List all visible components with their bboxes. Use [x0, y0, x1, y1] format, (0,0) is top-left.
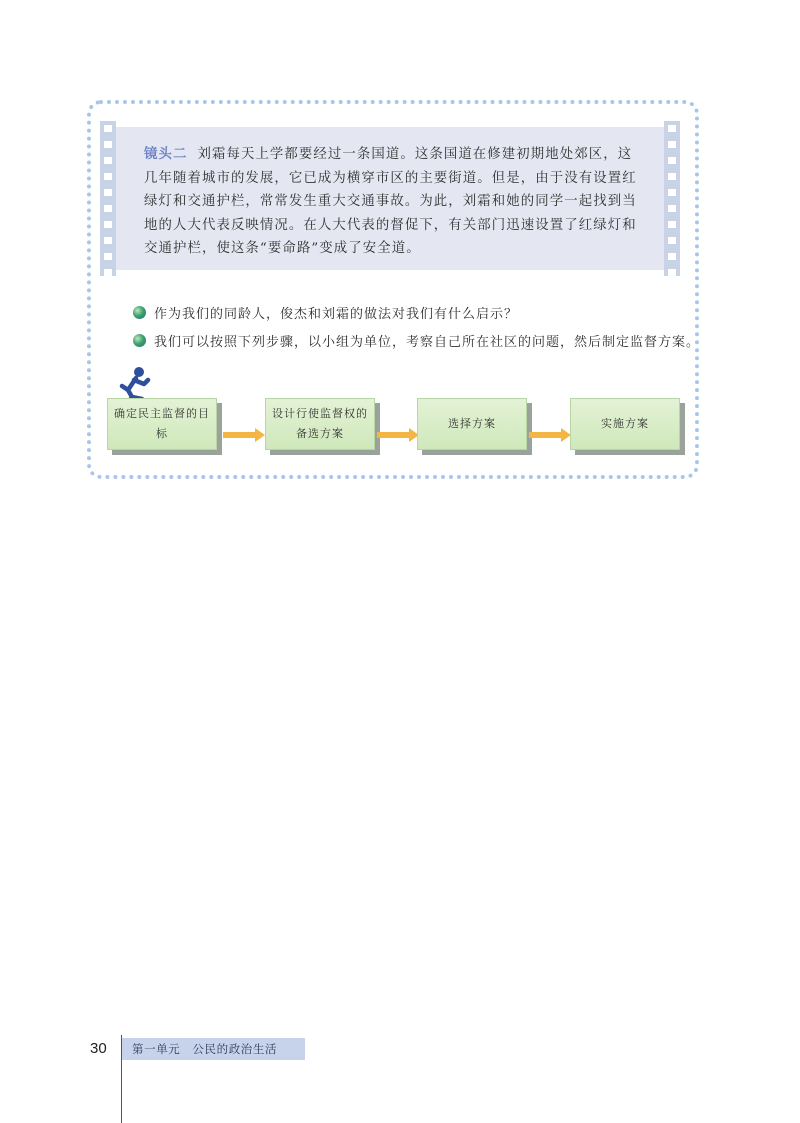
story-panel	[116, 127, 664, 270]
story-label: 镜头二	[144, 146, 188, 162]
steps-flow	[105, 398, 685, 458]
right-arrow-icon	[529, 428, 571, 442]
right-arrow-icon	[223, 428, 265, 442]
film-perforation-right	[664, 121, 680, 276]
question-text: 我们可以按照下列步骤，以小组为单位，考察自己所在社区的问题，然后制定监督方案。	[154, 334, 701, 350]
unit-tag	[122, 1038, 305, 1060]
unit-title: 公民的政治生活	[192, 1042, 278, 1056]
question-item	[133, 328, 701, 352]
question-item	[133, 300, 693, 324]
step-box: 设计行使监督权的备选方案	[265, 398, 375, 450]
story-filmstrip	[100, 121, 680, 276]
step-box: 确定民主监督的目标	[107, 398, 217, 450]
step-box: 选择方案	[417, 398, 527, 450]
globe-bullet-icon	[133, 306, 146, 319]
right-arrow-icon	[377, 428, 419, 442]
question-list	[133, 300, 701, 356]
page-number: 30	[90, 1040, 107, 1057]
film-perforation-left	[100, 121, 116, 276]
question-text: 作为我们的同龄人，俊杰和刘霜的做法对我们有什么启示？	[154, 306, 519, 322]
story-text: 刘霜每天上学都要经过一条国道。这条国道在修建初期地处郊区，这几年随着城市的发展，它已成为横穿市区的主要街道。但是，由于没有设置红绿灯和交通护栏，常常发生重大交通事故。为此，刘霜和她的同学一起找到当地的人大代表反映情况。在人大代表的督促下，有关部门迅速设置了红绿灯和交通护栏，使这条“要命路”变成了安全道。	[144, 147, 637, 256]
story-paragraph	[144, 143, 644, 261]
globe-bullet-icon	[133, 334, 146, 347]
step-box: 实施方案	[570, 398, 680, 450]
unit-name: 第一单元	[132, 1042, 181, 1056]
